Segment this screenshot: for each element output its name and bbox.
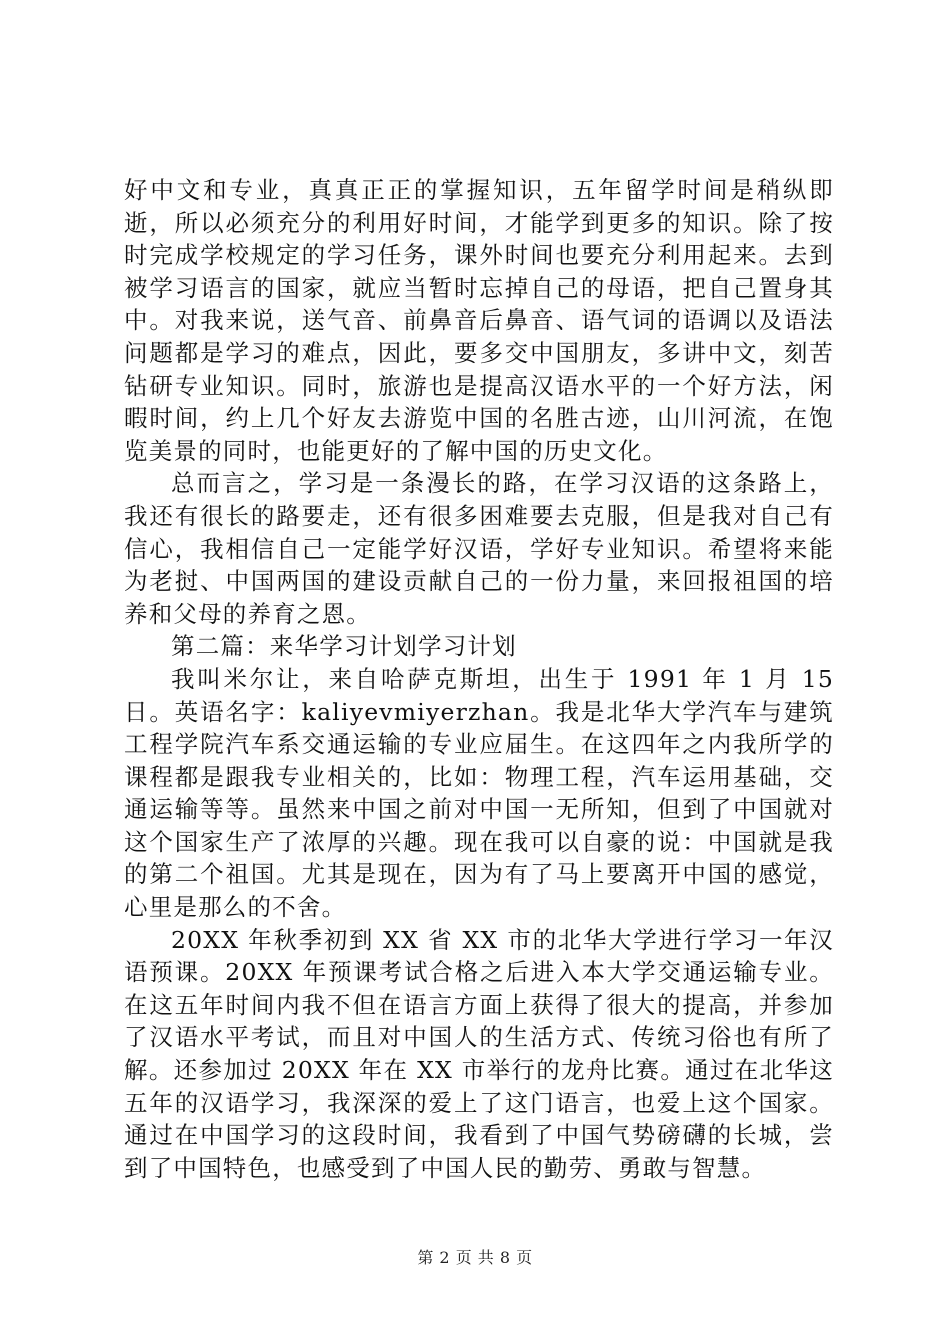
paragraph-introduction: 我叫米尔让，来自哈萨克斯坦，出生于 1991 年 1 月 15 日。英语名字：kaliyevmiyerzhan。我是北华大学汽车与建筑工程学院汽车系交通运输的专业应届生。在这四年之内我所学的课程都是跟我专业相关的，比如：物理工程，汽车运用基础，交通运输等等。虽然来中国之前对中国一无所知，但到了中国就对这个国家生产了浓厚的兴趣。现在我可以自豪的说：中国就是我的第二个祖国。尤其是现在，因为有了马上要离开中国的感觉，心里是那么的不舍。 xyxy=(124,664,834,922)
paragraph-continuation: 好中文和专业，真真正正的掌握知识，五年留学时间是稍纵即逝，所以必须充分的利用好时间，才能学到更多的知识。除了按时完成学校规定的学习任务，课外时间也要充分利用起来。去到被学习语言的国家，就应当暂时忘掉自己的母语，把自己置身其中。对我来说，送气音、前鼻音后鼻音、语气词的语调以及语法问题都是学习的难点，因此，要多交中国朋友，多讲中文，刻苦钻研专业知识。同时，旅游也是提高汉语水平的一个好方法，闲暇时间，约上几个好友去游览中国的名胜古迹，山川河流，在饱览美景的同时，也能更好的了解中国的历史文化。 xyxy=(124,176,834,465)
page-footer: 第 2 页 共 8 页 xyxy=(417,1248,533,1267)
section-heading: 第二篇：来华学习计划学习计划 xyxy=(171,632,517,661)
paragraph-conclusion: 总而言之，学习是一条漫长的路，在学习汉语的这条路上，我还有很长的路要走，还有很多困难要去克服，但是我对自己有信心，我相信自己一定能学好汉语，学好专业知识。希望将来能为老挝、中国两国的建设贡献自己的一份力量，来回报祖国的培养和父母的养育之恩。 xyxy=(124,469,834,628)
document-body xyxy=(124,174,834,1184)
paragraph-study-experience: 20XX 年秋季初到 XX 省 XX 市的北华大学进行学习一年汉语预课。20XX 年预课考试合格之后进入本大学交通运输专业。在这五年时间内我不但在语言方面上获得了很大的提高，并参加了汉语水平考试，而且对中国人的生活方式、传统习俗也有所了解。还参加过 20XX 年在 XX 市举行的龙舟比赛。通过在北华这五年的汉语学习，我深深的爱上了这门语言，也爱上这个国家。通过在中国学习的这段时间，我看到了中国气势磅礴的长城，尝到了中国特色，也感受到了中国人民的勤劳、勇敢与智慧。 xyxy=(124,925,834,1182)
